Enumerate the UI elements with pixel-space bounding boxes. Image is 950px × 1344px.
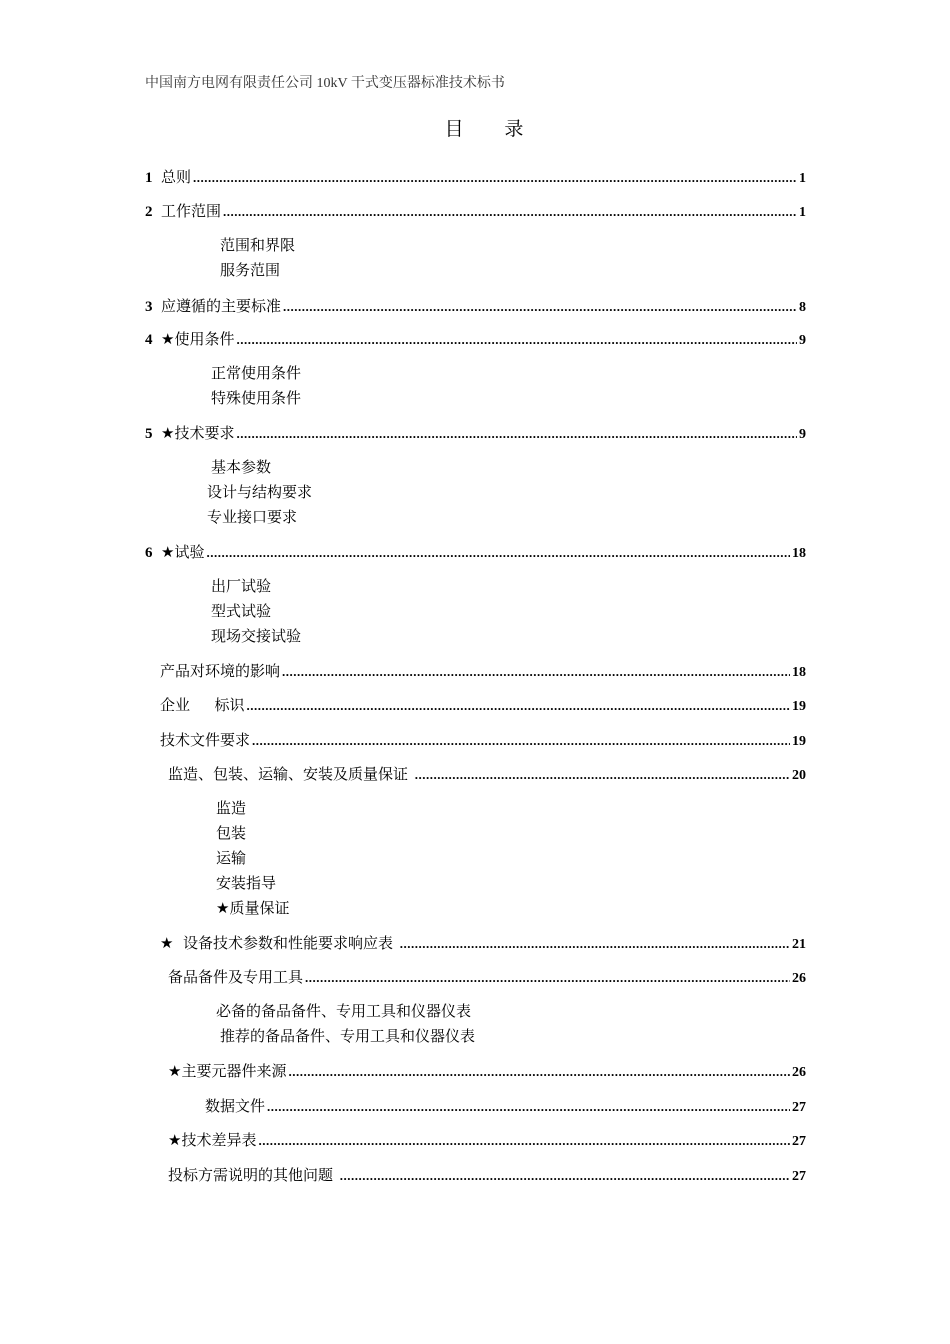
toc-label: 应遵循的主要标准 xyxy=(161,297,282,315)
toc-page: 21 xyxy=(792,937,806,952)
toc-entry[interactable] xyxy=(160,729,806,749)
toc-label: 监造、包装、运输、安装及质量保证 xyxy=(168,765,413,783)
toc-label: ★使用条件 xyxy=(161,330,235,348)
toc-entry[interactable] xyxy=(160,694,806,714)
toc-leader xyxy=(236,426,797,442)
toc-subentry[interactable]: 包装 xyxy=(216,824,247,842)
toc-page: 26 xyxy=(792,1065,806,1080)
toc-label: 投标方需说明的其他问题 xyxy=(168,1166,338,1184)
toc-label: 总则 xyxy=(161,168,192,186)
toc-page: 27 xyxy=(792,1100,806,1115)
toc-page: 20 xyxy=(792,768,806,783)
toc-leader xyxy=(282,664,790,680)
toc-page: 19 xyxy=(792,699,806,714)
toc-page: 9 xyxy=(799,427,806,442)
toc-page: 1 xyxy=(799,205,806,220)
toc-leader xyxy=(400,936,790,952)
toc-label: ★ 设备技术参数和性能要求响应表 xyxy=(160,934,398,952)
toc-subentry[interactable]: 出厂试验 xyxy=(211,577,272,595)
toc-subentry[interactable]: 特殊使用条件 xyxy=(211,389,302,407)
toc-leader xyxy=(247,698,790,714)
toc-leader xyxy=(258,1133,790,1149)
toc-subentry[interactable]: 运输 xyxy=(216,849,247,867)
toc-subentry[interactable]: 范围和界限 xyxy=(220,236,296,254)
toc-label: ★主要元器件来源 xyxy=(168,1062,287,1080)
toc-label: 工作范围 xyxy=(161,202,222,220)
toc-entry[interactable] xyxy=(145,295,806,315)
toc-label: ★技术差异表 xyxy=(168,1131,257,1149)
toc-number: 2 xyxy=(145,204,153,220)
toc-leader xyxy=(305,970,790,986)
toc-leader xyxy=(236,332,797,348)
toc-subentry[interactable]: 型式试验 xyxy=(211,602,272,620)
toc-page: 27 xyxy=(792,1169,806,1184)
toc-subentry[interactable]: ★质量保证 xyxy=(216,899,290,917)
toc-page: 9 xyxy=(799,333,806,348)
toc-subentry[interactable]: 推荐的备品备件、专用工具和仪器仪表 xyxy=(220,1027,476,1045)
toc-leader xyxy=(415,767,790,783)
toc-subentry[interactable]: 基本参数 xyxy=(211,458,272,476)
toc-entry[interactable] xyxy=(205,1095,806,1115)
toc-entry[interactable] xyxy=(160,660,806,680)
toc-number: 4 xyxy=(145,332,153,348)
toc-page: 18 xyxy=(792,546,806,561)
toc-entry[interactable] xyxy=(145,328,806,348)
toc-subentry[interactable]: 必备的备品备件、专用工具和仪器仪表 xyxy=(216,1002,472,1020)
toc-title: 目 录 xyxy=(444,119,542,140)
toc-subentry[interactable]: 设计与结构要求 xyxy=(207,483,313,501)
toc-number: 1 xyxy=(145,170,153,186)
toc-label: 企业 标识 xyxy=(160,696,245,714)
toc-label: 备品备件及专用工具 xyxy=(168,968,304,986)
toc-subentry[interactable]: 专业接口要求 xyxy=(207,508,298,526)
toc-page: 26 xyxy=(792,971,806,986)
toc-leader xyxy=(267,1099,790,1115)
toc-page: 8 xyxy=(799,300,806,315)
toc-leader xyxy=(340,1168,790,1184)
toc-page: 27 xyxy=(792,1134,806,1149)
toc-leader xyxy=(288,1064,790,1080)
toc-entry[interactable] xyxy=(145,422,806,442)
toc-label: 产品对环境的影响 xyxy=(160,662,281,680)
toc-subentry[interactable]: 监造 xyxy=(216,799,247,817)
toc-entry[interactable] xyxy=(168,1129,806,1149)
toc-leader xyxy=(206,545,790,561)
toc-entry[interactable] xyxy=(145,166,806,186)
toc-leader xyxy=(252,733,790,749)
toc-entry[interactable] xyxy=(168,1164,806,1184)
toc-subentry[interactable]: 安装指导 xyxy=(216,874,277,892)
toc-label: 技术文件要求 xyxy=(160,731,251,749)
toc-label: 数据文件 xyxy=(205,1097,266,1115)
document-header: 中国南方电网有限责任公司 10kV 干式变压器标准技术标书 xyxy=(145,76,505,91)
toc-entry[interactable] xyxy=(168,966,806,986)
toc-subentry[interactable]: 正常使用条件 xyxy=(211,364,302,382)
toc-entry[interactable] xyxy=(145,541,806,561)
toc-subentry[interactable]: 现场交接试验 xyxy=(211,627,302,645)
toc-subentry[interactable]: 服务范围 xyxy=(220,261,281,279)
toc-page: 1 xyxy=(799,171,806,186)
toc-leader xyxy=(283,299,797,315)
toc-number: 6 xyxy=(145,545,153,561)
toc-number: 3 xyxy=(145,299,153,315)
toc-label: ★技术要求 xyxy=(161,424,235,442)
toc-leader xyxy=(193,170,797,186)
toc-entry[interactable] xyxy=(168,763,806,783)
toc-entry[interactable] xyxy=(160,932,806,952)
toc-page: 19 xyxy=(792,734,806,749)
toc-leader xyxy=(223,204,797,220)
toc-page: 18 xyxy=(792,665,806,680)
toc-entry[interactable] xyxy=(145,200,806,220)
toc-entry[interactable] xyxy=(168,1060,806,1080)
toc-number: 5 xyxy=(145,426,153,442)
toc-label: ★试验 xyxy=(161,543,205,561)
